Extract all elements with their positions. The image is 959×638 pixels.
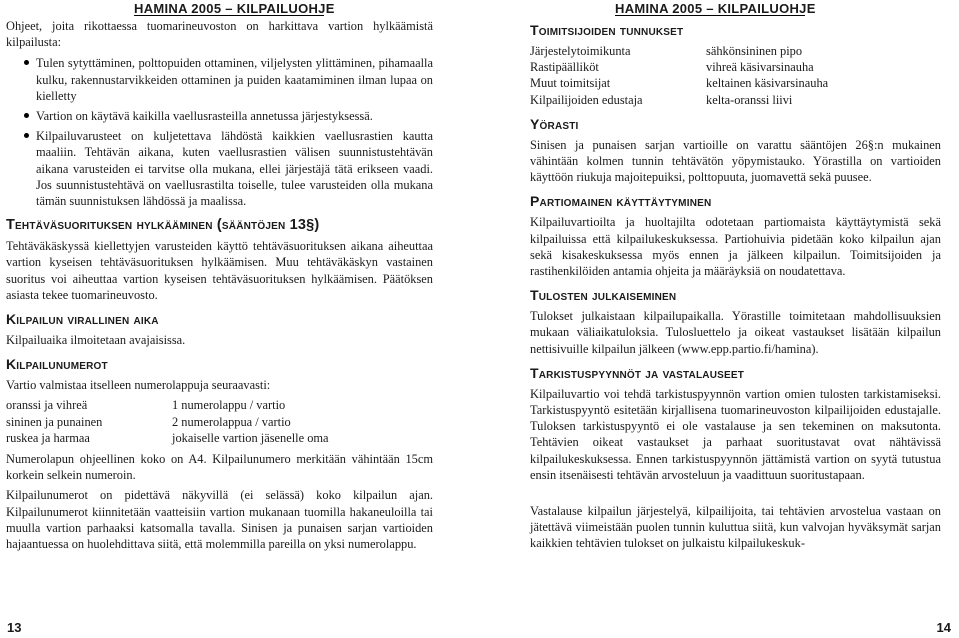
running-header: HAMINA 2005 – KILPAILUOHJE (615, 1, 816, 16)
night-checkpoint-paragraph: Sinisen ja punaisen sarjan vartioille on varattu sääntöjen 26§:n mukainen vähintään kolmen tunnin tehtävätön yöpymistauko. Yörastilla on vartioiden käyttöön riukuja majoitepuiksi, polttopuuta, juomavettä sekä puusee. (530, 137, 941, 185)
bullet-text: Kilpailuvarusteet on kuljetettava lähdöstä kaikkien vaellusrastien kautta maaliin. Tehtävän aikana, kuten vaellusrastien välisen suunnistustehtävän aikana varusteiden ei tarvitse olla mukana, ellei järjestäjä tätä erikseen vaadi. Jos suunnistustehtävä on vaellusrastilta toiselle, tulee varusteiden olla mukana tämän suunnistuksen lähdössä ja maalissa. (36, 129, 433, 209)
marker-cell: kelta-oranssi liivi (706, 92, 793, 107)
role-cell: Muut toimitsijat (530, 76, 611, 91)
bullet-item (6, 108, 433, 124)
series-cell: oranssi ja vihreä (6, 398, 88, 413)
heading-review-requests: Tarkistuspyynnöt ja vastalauseet (530, 364, 745, 381)
page-number: 13 (7, 620, 22, 635)
officials-row (530, 43, 941, 59)
number-table (6, 397, 433, 446)
right-column (530, 18, 941, 556)
numbers-intro-paragraph: Vartio valmistaa itselleen numerolappuja seuraavasti: (6, 378, 271, 393)
role-cell: Järjestelytoimikunta (530, 44, 631, 58)
bullet-list (6, 55, 433, 209)
marker-cell: sähkönsininen pipo (706, 44, 803, 58)
bullet-icon (24, 60, 29, 65)
number-size-paragraph: Numerolapun ohjeellinen koko on A4. Kilpailunumero merkitään vähintään 15cm korkein selkein numeroin. (6, 452, 433, 483)
official-time-paragraph: Kilpailuaika ilmoitetaan avajaisissa. (6, 333, 186, 348)
left-page (0, 0, 479, 638)
marker-cell: vihreä käsivarsinauha (706, 60, 814, 75)
heading-task-disqualification: Tehtäväsuorituksen hylkääminen (sääntöjen 13§) (6, 217, 320, 234)
heading-official-time: Kilpailun virallinen aika (6, 311, 159, 328)
paragraph-spacer (530, 487, 941, 503)
number-table-row (6, 430, 433, 446)
officials-row (530, 59, 941, 75)
officials-row (530, 75, 941, 91)
bullet-text: Vartion on käytävä kaikilla vaellusrasteilla annetussa järjestyksessä. (36, 109, 373, 124)
heading-scout-behaviour: Partiomainen käyttäytyminen (530, 193, 712, 210)
bullet-icon (24, 113, 29, 118)
bullet-text: Tulen sytyttäminen, polttopuiden ottaminen, viljelysten ylittäminen, pihamaalla kulku, rakennustarvikkeiden ottaminen ja puiden kaatamiminen ilman lupaa on kielletty (36, 56, 433, 103)
intro-paragraph: Ohjeet, joita rikottaessa tuomarineuvoston on harkittava vartion hylkäämistä kilpailusta: (6, 19, 433, 50)
heading-competition-numbers: Kilpailunumerot (6, 356, 108, 373)
number-wear-paragraph: Kilpailunumerot on pidettävä näkyvillä (ei selässä) koko kilpailun ajan. Kilpailunumerot kiinnitetään vaatteisiin vartion mukanaan tuomilla hakaneuloilla tai muulla vartion parhaaksi katsomalla tavalla. Sinisen ja punaisen sarjan vartioiden hajaantuessa on huolehdittava siitä, että molemmilla pareilla on yksi numerolappu. (6, 488, 433, 552)
tags-cell: 2 numerolappua / vartio (172, 414, 291, 429)
tags-cell: 1 numerolappu / vartio (172, 398, 286, 413)
protest-paragraph: Vastalause kilpailun järjestelyä, kilpailijoita, tai tehtävien arvostelua vastaan on jätettävä viimeistään puolen tunnin kuluttua siitä, kun valvojan hyväksymät sarjan kaikkien tehtävien tulokset on julkaistu kilpailukeskuk- (530, 504, 941, 551)
left-column (6, 18, 433, 556)
heading-results-publishing: Tulosten julkaiseminen (530, 287, 677, 304)
running-header: HAMINA 2005 – KILPAILUOHJE (134, 1, 335, 16)
task-disqualification-paragraph: Tehtäväkäskyssä kiellettyjen varusteiden käyttö tehtäväsuorituksen aikana aiheuttaa vartion kyseisen tehtäväsuorituksen hylkäämisen. Muu tehtäväkäskyn vastainen suoritus voi aiheuttaa vartion kyseisen tehtäväsuorituksen hylkäämisen. Päätöksen asiasta tekee tuomarineuvosto. (6, 239, 433, 302)
scout-behaviour-paragraph: Kilpailuvartioilta ja huoltajilta odotetaan partiomaista käyttäytymistä sekä kilpailuissa että kilpailukeskuksessa. Partiohuivia pidetään koko kilpailun ajan sekä kisakeskuksessa myös ennen ja jälkeen kilpailun. Toimitsijoiden ja rastihenkilöiden antamia ohjeita ja määräyksiä on noudatettava. (530, 215, 941, 279)
role-cell: Kilpailijoiden edustaja (530, 92, 643, 107)
series-cell: ruskea ja harmaa (6, 430, 90, 445)
bullet-item (6, 128, 433, 209)
number-table-row (6, 414, 433, 430)
results-publishing-paragraph: Tulokset julkaistaan kilpailupaikalla. Yörastille toimitetaan mahdollisuuksien mukaan väliaikatuloksia. Tulosluettelo ja oikeat vastaukset lisätään kilpailun nettisivuille kilpailun jälkeen (www.epp.partio.fi/hamina). (530, 309, 941, 356)
number-table-row (6, 397, 433, 413)
right-page (480, 0, 959, 638)
bullet-icon (24, 133, 29, 138)
tags-cell: jokaiselle vartion jäsenelle oma (172, 430, 329, 445)
role-cell: Rastipäälliköt (530, 60, 599, 75)
series-cell: sininen ja punainen (6, 414, 103, 429)
review-requests-paragraph: Kilpailuvartio voi tehdä tarkistuspyynnön vartion omien tulosten tarkistamiseksi. Tarkistuspyyntö esitetään kirjallisena tuomarineuvoston kilpailijoiden edustajalle. Tuloksen tarkistuspyyntö ei ole vastalause ja sen tekeminen on maksutonta. Tehtävien oikeat vastaukset ja parhaat suoritustavat ovat nähtävissä kilpailukeskuksessa. Ennen tarkistuspyynnön jättämistä vartion on syytä tutustua ensin itsenäisesti tehtävän arvosteluun ja vaadittuun suoritustapaan. (530, 386, 941, 482)
heading-official-markers: Toimitsijoiden tunnukset (530, 22, 684, 38)
bullet-item (6, 55, 433, 104)
officials-table (530, 43, 941, 108)
officials-row (530, 92, 941, 108)
page-number: 14 (936, 620, 951, 635)
heading-night-checkpoint: Yörasti (530, 115, 579, 132)
marker-cell: keltainen käsivarsinauha (706, 76, 829, 91)
